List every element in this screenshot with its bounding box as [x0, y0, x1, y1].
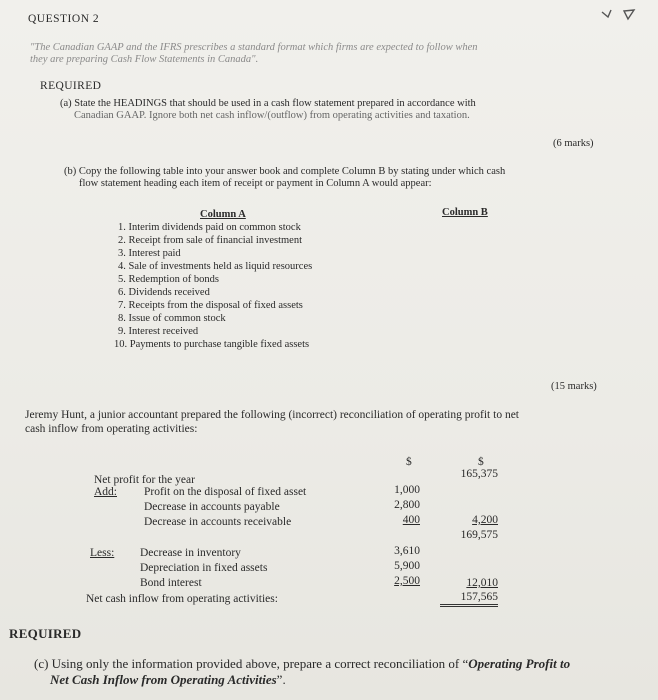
add-total: 4,200: [472, 514, 498, 526]
required-heading-2: REQUIRED: [9, 626, 82, 641]
item-1: 1. Interim dividends paid on common stock: [118, 222, 301, 233]
less-item-2-label: Depreciation in fixed assets: [140, 562, 268, 574]
net-cash-label: Net cash inflow from operating activities:: [86, 593, 278, 605]
add-label: Add:: [94, 486, 117, 498]
part-c-line-1: [34, 656, 570, 672]
pen-mark-icon: [598, 6, 638, 22]
part-c-line-2: [50, 672, 286, 688]
part-a-marks: (6 marks): [553, 138, 594, 149]
less-item-1-amount: 3,610: [394, 545, 420, 557]
intro-line-2: they are preparing Cash Flow Statements in Canada".: [30, 54, 259, 65]
currency-col-1: $: [406, 456, 412, 468]
item-9: 9. Interest received: [118, 326, 199, 337]
add-item-2-amount: 2,800: [394, 499, 420, 511]
add-item-2-label: Decrease in accounts payable: [144, 501, 280, 513]
required-heading-1: REQUIRED: [40, 80, 102, 92]
part-c-emphasis-2: Net Cash Inflow from Operating Activities: [50, 672, 277, 687]
net-cash-total: 157,565: [440, 591, 498, 607]
item-8: 8. Issue of common stock: [118, 313, 226, 324]
part-c-suffix: ”.: [276, 672, 286, 687]
part-a-line-2: Canadian GAAP. Ignore both net cash inflow/(outflow) from operating activities and taxation.: [74, 110, 470, 121]
add-item-3-amount: 400: [402, 514, 420, 526]
part-b-line-2: flow statement heading each item of receipt or payment in Column A would appear:: [79, 178, 432, 189]
item-2: 2. Receipt from sale of financial investment: [118, 235, 302, 246]
part-b-line-1: (b) Copy the following table into your answer book and complete Column B by stating under which cash: [64, 166, 506, 177]
part-b-marks: (15 marks): [551, 381, 597, 392]
add-item-1-label: Profit on the disposal of fixed asset: [144, 486, 307, 498]
item-6: 6. Dividends received: [118, 287, 210, 298]
question-heading: QUESTION 2: [28, 13, 100, 25]
intro-line-1: "The Canadian GAAP and the IFRS prescribes a standard format which firms are expected to follow when: [30, 42, 478, 53]
currency-col-2: $: [478, 456, 484, 468]
item-7: 7. Receipts from the disposal of fixed assets: [118, 300, 303, 311]
add-item-1-amount: 1,000: [394, 484, 420, 496]
recon-intro-line-2: cash inflow from operating activities:: [25, 423, 198, 435]
less-item-1-label: Decrease in inventory: [140, 547, 241, 559]
column-a-header: Column A: [200, 209, 246, 220]
less-label: Less:: [90, 547, 115, 559]
less-item-3-amount: 2,500: [394, 575, 420, 587]
net-profit-label: Net profit for the year: [94, 474, 195, 486]
less-item-2-amount: 5,900: [394, 560, 420, 572]
add-item-3-label: Decrease in accounts receivable: [144, 516, 292, 528]
less-total: 12,010: [466, 577, 498, 589]
column-b-header: Column B: [442, 207, 488, 218]
part-c-prefix: (c) Using only the information provided above, prepare a correct reconciliation of “: [34, 656, 469, 671]
subtotal: 169,575: [460, 529, 498, 541]
item-10: 10. Payments to purchase tangible fixed assets: [114, 339, 310, 350]
less-item-3-label: Bond interest: [140, 577, 202, 589]
part-c-emphasis: Operating Profit to: [468, 656, 571, 671]
part-a-line-1: (a) State the HEADINGS that should be used in a cash flow statement prepared in accordance with: [60, 98, 476, 109]
item-5: 5. Redemption of bonds: [118, 274, 219, 285]
item-3: 3. Interest paid: [118, 248, 181, 259]
net-profit-total: 165,375: [460, 468, 498, 480]
recon-intro-line-1: Jeremy Hunt, a junior accountant prepared the following (incorrect) reconciliation of operating profit to net: [25, 409, 520, 421]
item-4: 4. Sale of investments held as liquid resources: [118, 261, 313, 272]
